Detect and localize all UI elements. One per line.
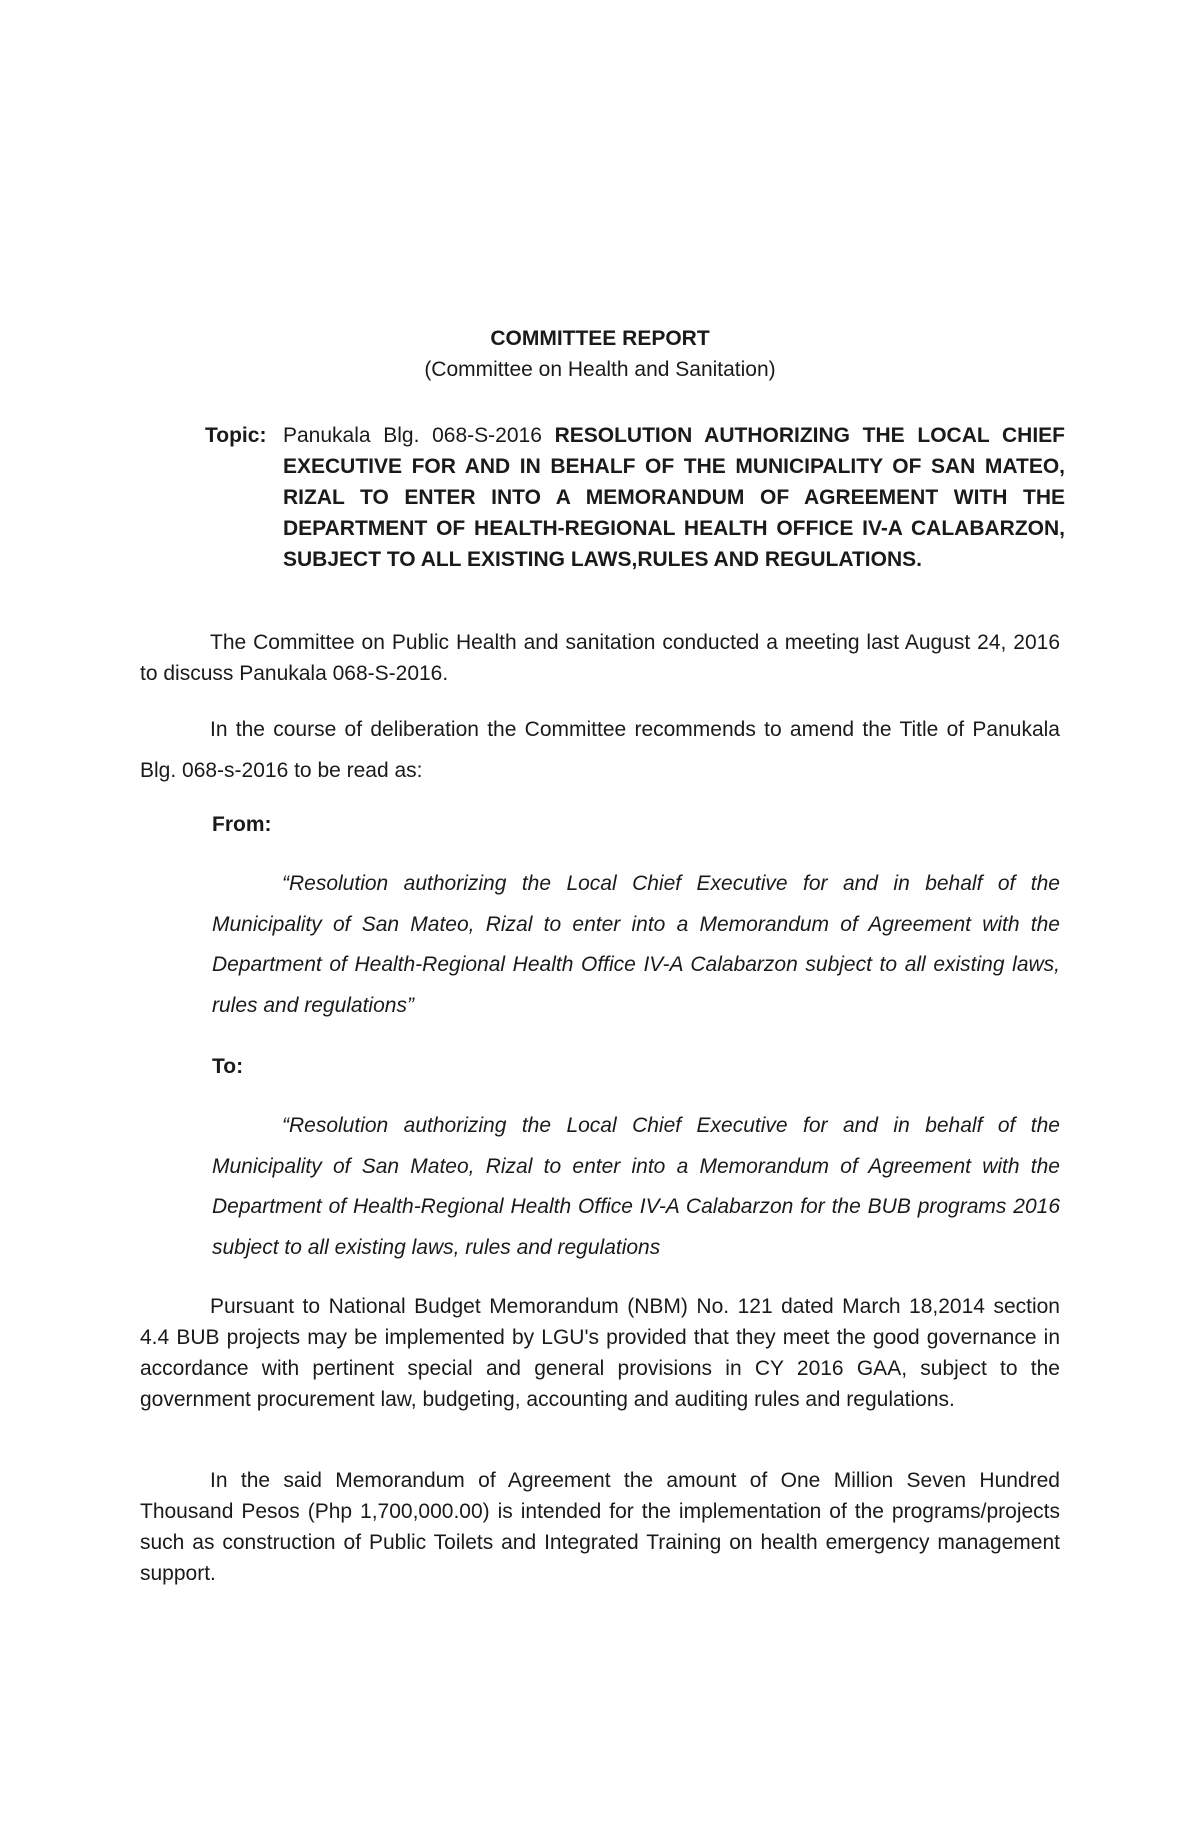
amount-paragraph: In the said Memorandum of Agreement the amount of One Million Seven Hundred Thousand Pesos (Php 1,700,000.00) is intended for the implementation of the programs/projects such as construction of Public Toilets and Integrated Training on health emergency management support.: [140, 1469, 1060, 1585]
topic-title: RESOLUTION AUTHORIZING THE LOCAL CHIEF EXECUTIVE FOR AND IN BEHALF OF THE MUNICIPALITY OF SAN MATEO, RIZAL TO ENTER INTO A MEMORANDUM OF AGREEMENT WITH THE DEPARTMENT OF HEALTH-REGIONAL HEALTH OFFICE IV-A CALABARZON, SUBJECT TO ALL EXISTING LAWS,RULES AND REGULATIONS.: [283, 424, 1066, 571]
from-label: From:: [212, 813, 272, 836]
to-label: To:: [212, 1055, 244, 1078]
meeting-paragraph: The Committee on Public Health and sanitation conducted a meeting last August 24, 2016 to discuss Panukala 068-S-2016.: [140, 631, 1060, 685]
topic-reference: Panukala Blg. 068-S-2016: [283, 424, 542, 447]
document-subtitle: (Committee on Health and Sanitation): [424, 358, 776, 381]
document-title: COMMITTEE REPORT: [490, 327, 710, 350]
deliberation-paragraph: In the course of deliberation the Committee recommends to amend the Title of Panukala Blg. 068-s-2016 to be read as:: [140, 718, 1060, 782]
topic-text: [283, 420, 1065, 575]
from-quote: “Resolution authorizing the Local Chief Executive for and in behalf of the Municipality of San Mateo, Rizal to enter into a Memorandum of Agreement with the Department of Health-Regional Health Office IV-A Calabarzon subject to all existing laws, rules and regulations”: [212, 872, 1060, 1017]
topic-label: Topic:: [205, 424, 267, 447]
topic-block: [205, 420, 1065, 575]
to-quote: “Resolution authorizing the Local Chief Executive for and in behalf of the Municipality of San Mateo, Rizal to enter into a Memorandum of Agreement with the Department of Health-Regional Health Office IV-A Calabarzon for the BUB programs 2016 subject to all existing laws, rules and regulations: [212, 1114, 1060, 1259]
nbm-paragraph: Pursuant to National Budget Memorandum (NBM) No. 121 dated March 18,2014 section 4.4 BUB projects may be implemented by LGU's provided that they meet the good governance in accordance with pertinent special and general provisions in CY 2016 GAA, subject to the government procurement law, budgeting, accounting and auditing rules and regulations.: [140, 1295, 1060, 1411]
